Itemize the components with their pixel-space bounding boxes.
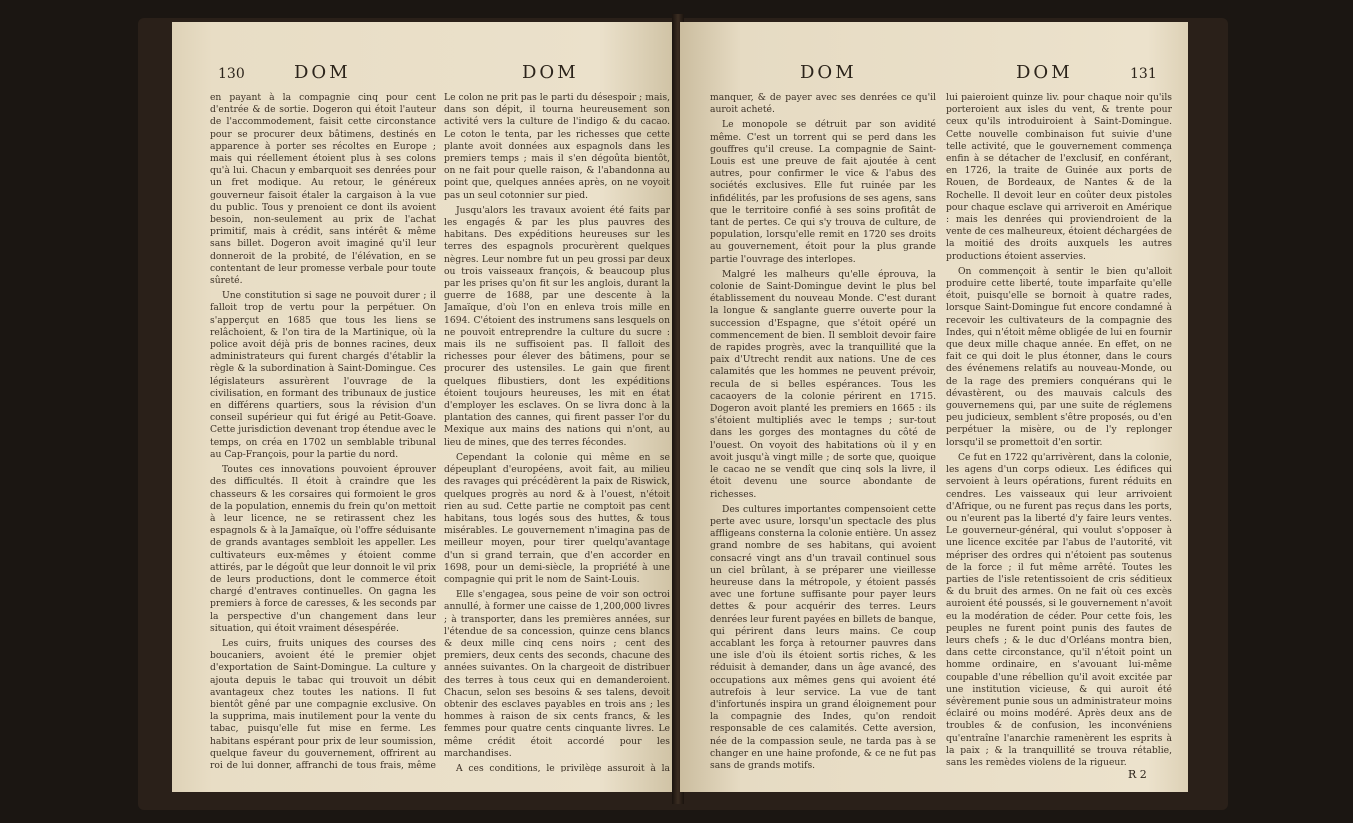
left-running-head-1: DOM [294, 62, 351, 83]
paragraph: Toutes ces innovations pouvoient éprouver des difficultés. Il étoit à craindre que les chasseurs & les corsaires qui formoient le gros de la population, ennemis du frein qu'on mettoit à leur licence, ne se retirassent chez les espagnols & à la Jamaïque, où l'offre séduisante de grands avantages sembloit les appeller. Les cultivateurs eux-mêmes y étoient comme attirés, par le dégoût que leur donnoit le vil prix de leurs productions, dont le commerce étoit chargé d'entraves continuelles. On gagna les premiers à force de caresses, & les seconds par la perspective d'un changement dans leur situation, qui étoit vraiment désespérée. [210, 464, 436, 634]
left-running-head-2: DOM [522, 62, 579, 83]
right-column-1 [710, 92, 936, 772]
paragraph: Jusqu'alors les travaux avoient été faits par les engagés & par les plus pauvres des habitans. Des expéditions heureuses sur les terres des espagnols procurèrent quelques nègres. Leur nombre fut un peu grossi par deux ou trois vaisseaux françois, & beaucoup plus par les prises qu'on fit sur les anglois, durant la guerre de 1688, par une descente à la Jamaïque, d'où l'on en enleva trois mille en 1694. C'étoient des instrumens sans lesquels on ne pouvoit entreprendre la culture du sucre : mais ils ne suffisoient pas. Il falloit des richesses pour élever des bâtimens, pour se procurer des ustensiles. Le gain que firent quelques flibustiers, dont les expéditions étoient toujours heureuses, les mit en état d'employer les esclaves. On se livra donc à la plantation des cannes, qui firent passer l'or du Mexique aux mains des nations qui n'ont, au lieu de mines, que des terres fécondes. [444, 204, 670, 448]
right-page-number: 131 [1130, 66, 1157, 82]
paragraph: Malgré les malheurs qu'elle éprouva, la colonie de Saint-Domingue devint le plus bel établissement du nouveau Monde. C'est durant la longue & sanglante guerre ouverte pour la succession d'Espagne, que s'étoit opéré un commencement de bien. Il sembloit devoir faire de rapides progrès, avec la tranquillité que la paix d'Utrecht rendit aux nations. Une de ces calamités que les hommes ne peuvent prévoir, recula de si belles espérances. Tous les cacaoyers de la colonie périrent en 1715. Dogeron avoit planté les premiers en 1665 : ils s'étoient multipliés avec le temps ; sur-tout dans les gorges des montagnes du côté de l'ouest. On voyoit des habitations où il y en avoit jusqu'à vingt mille ; de sorte que, quoique le cacao ne se vendît que cinq sols la livre, il étoit devenu une source abondante de richesses. [710, 268, 936, 500]
paragraph: Elle s'engagea, sous peine de voir son octroi annullé, à former une caisse de 1,200,000 livres ; à transporter, dans les premières années, sur l'étendue de sa concession, quinze cens blancs & deux mille cinq cens noirs ; cent des premiers, deux cents des seconds, chacune des années suivantes. On la chargeoit de distribuer des terres à tous ceux qui en demanderoient. Chacun, selon ses besoins & ses talens, devoit obtenir des esclaves payables en trois ans ; les hommes à raison de six cents francs, & les femmes pour quatre cents cinquante livres. Le même crédit étoit accordé pour les marchandises. [444, 589, 670, 759]
paragraph: A ces conditions, le privilège assuroit à la [456, 762, 670, 772]
paragraph: Des cultures importantes compensoient cette perte avec usure, lorsqu'un spectacle des plus affligeans consterna la colonie entière. Un assez grand nombre de ses habitans, qui avoient consacré vingt ans d'un travail continuel sous un ciel brûlant, à se préparer une vieillesse heureuse dans la métropole, y étoient passés avec une fortune suffisante pour payer leurs dettes & pour acquérir des terres. Leurs denrées leur furent payées en billets de banque, qui périrent dans leurs mains. Ce coup accablant les força à retourner pauvres dans une isle d'où ils étoient sortis riches, & les réduisit à demander, dans un âge avancé, des occupations aux mêmes gens qui avoient été autrefois à leur service. La vue de tant d'infortunés inspira un grand éloignement pour la compagnie des Indes, qu'on rendoit responsable de ces calamités. Cette aversion, née de la compassion seule, ne tarda pas à se changer en une haine profonde, & ce ne fut pas sans de grands motifs. [710, 503, 936, 771]
left-page [172, 22, 675, 792]
paragraph: lui paieroient quinze liv. pour chaque noir qu'ils porteroient aux isles du vent, & trente pour ceux qu'ils introduiroient à Saint-Domingue. Cette nouvelle combinaison fut suivie d'une telle activité, que le gouvernement commença enfin à se détacher de l'exclusif, en conférant, en 1726, la traite de Guinée aux ports de Rouen, de Bordeaux, de Nantes & de la Rochelle. Il devoit leur en coûter deux pistoles pour chaque esclave qui arriveroit en Amérique : mais les denrées qui proviendroient de la vente de ces malheureux, étoient déchargées de la moitié des droits auxquels les autres productions étoient asservies. [946, 92, 1172, 262]
paragraph: manquer, & de payer avec ses denrées ce qu'il auroit acheté. [710, 92, 936, 116]
paragraph: en payant à la compagnie cinq pour cent d'entrée & de sortie. Dogeron qui étoit l'auteur de l'accommodement, faisit cette circonstance pour se procurer deux bâtimens, destinés en apparence à porter ses récoltes en Europe ; mais qui réellement étoient plus à ses colons qu'à lui. Chacun y embarquoit ses denrées pour un fret modique. Au retour, le généreux gouverneur faisoit étaler la cargaison à la vue du public. Tous y prenoient ce dont ils avoient besoin, non-seulement au prix de l'achat primitif, mais à crédit, sans intérêt & même sans billet. Dogeron avoit imaginé qu'il leur donneroit de la probité, de l'élévation, en se contentant de leur promesse verbale pour toute sûreté. [210, 92, 436, 287]
left-column-2 [444, 92, 670, 772]
signature-mark: R 2 [1128, 768, 1147, 781]
paragraph: Les cuirs, fruits uniques des courses des boucaniers, avoient été le premier objet d'exportation de Saint-Domingue. La culture y ajouta depuis le tabac qui trouvoit un débit avantageux chez toutes les nations. Il fut bientôt gêné par une compagnie exclusive. On la supprima, mais inutilement pour la vente du tabac, puisqu'elle fut mise en ferme. Les habitans espérant pour prix de leur soumission, quelque faveur du gouvernement, offrirent au roi de lui donner, affranchi de tous frais, même [210, 637, 436, 771]
paragraph: Le monopole se détruit par son avidité même. C'est un torrent qui se perd dans les gouffres qu'il creuse. La compagnie de Saint-Louis est une preuve de fait ajoutée à cent autres, pour confirmer le vice & l'abus des sociétés exclusives. Elle fut ruinée par les infidélités, par les profusions de ses agens, sans que le territoire confié à ses soins profitât de tant de pertes. Ce qui s'y trouva de culture, de population, lorsqu'elle remit en 1720 ses droits au gouvernement, étoit pour la plus grande partie l'ouvrage des interlopes. [710, 119, 936, 265]
paragraph: Le colon ne prit pas le parti du désespoir ; mais, dans son dépit, il tourna heureusement son activité vers la culture de l'indigo & du cacao. Le coton le tenta, par les richesses que cette plante avoit données aux espagnols dans les premiers temps ; mais il s'en dégoûta bientôt, on ne fait pour quelle raison, & l'abandonna au point que, quelques années après, on ne voyoit pas un seul cotonnier sur pied. [444, 92, 670, 201]
paragraph: Une constitution si sage ne pouvoit durer ; il falloit trop de vertu pour la perpétuer. On s'apperçut en 1685 que tous les liens se relâchoient, & l'on tira de la Martinique, où la police avoit déjà pris de bonnes racines, deux administrateurs qui furent chargés d'établir la règle & la subordination à Saint-Domingue. Ces législateurs assurèrent l'ouvrage de la civilisation, en formant des tribunaux de justice en différens quartiers, sous la révision d'un conseil supérieur qui fut érigé au Petit-Goave. Cette jurisdiction devenant trop étendue avec le temps, on créa en 1702 un semblable tribunal au Cap-François, pour la partie du nord. [210, 290, 436, 460]
paragraph: Ce fut en 1722 qu'arrivèrent, dans la colonie, les agens d'un corps odieux. Les édifices qui servoient à leurs opérations, furent réduits en cendres. Les vaisseaux qui leur arrivoient d'Afrique, ou ne furent pas reçus dans les ports, ou n'eurent pas la liberté d'y faire leurs ventes. Le gouverneur-général, qui voulut s'opposer à une licence excitée par l'abus de l'autorité, vit mépriser des ordres qui n'étoient pas soutenus de la force ; il fut même arrêté. Toutes les parties de l'isle retentissoient de cris séditieux & du bruit des armes. On ne fait où ces excès auroient été poussés, si le gouvernement n'avoit eu la modération de céder. Pour cette fois, les peuples ne furent point punis des fautes de leurs chefs ; & le duc d'Orléans montra bien, dans cette circonstance, qu'il n'étoit point un homme ordinaire, en s'avouant lui-même coupable d'une rébellion qu'il avoit excitée par une institution vicieuse, & qui auroit été sévèrement punie sous un administrateur moins éclairé ou moins modéré. Après deux ans de troubles & de confusion, les inconvéniens qu'entraîne l'anarchie ramenèrent les esprits à la paix ; & la tranquillité se trouva rétablie, sans les remèdes violens de la rigueur. [946, 451, 1172, 768]
left-column-1 [210, 92, 436, 772]
paragraph: On commençoit à sentir le bien qu'alloit produire cette liberté, toute imparfaite qu'elle étoit, puisqu'elle se bornoit à quatre rades, lorsque Saint-Domingue fut encore condamné à recevoir les cultivateurs de la compagnie des Indes, qui n'étoit même obligée de lui en fournir que deux mille chaque année. En effet, on ne fait ce qui doit le plus étonner, dans le cours des événemens relatifs au nouveau-Monde, ou de la rage des premiers conquérans qui le dévastèrent, ou des mauvais calculs des gouvernemens qui, par une suite de réglemens peu judicieux, semblent s'être proposés, ou d'en perpétuer la misère, ou de l'y replonger lorsqu'il se promettoit d'en sortir. [946, 265, 1172, 448]
right-running-head-2: DOM [1016, 62, 1073, 83]
paragraph: Cependant la colonie qui même en se dépeuplant d'européens, avoit fait, au milieu des ravages qui précédèrent la paix de Riswick, quelques progrès au nord & à l'ouest, n'étoit rien au sud. Cette partie ne comptoit pas cent habitans, tous logés sous des huttes, & tous misérables. Le gouvernement n'imagina pas de meilleur moyen, pour tirer quelqu'avantage d'un si grand terrain, que d'en accorder en 1698, pour un demi-siècle, la propriété à une compagnie qui prit le nom de Saint-Louis. [444, 451, 670, 585]
left-page-number: 130 [218, 66, 245, 82]
right-running-head-1: DOM [800, 62, 857, 83]
right-page [680, 22, 1188, 792]
right-column-2 [946, 92, 1172, 772]
